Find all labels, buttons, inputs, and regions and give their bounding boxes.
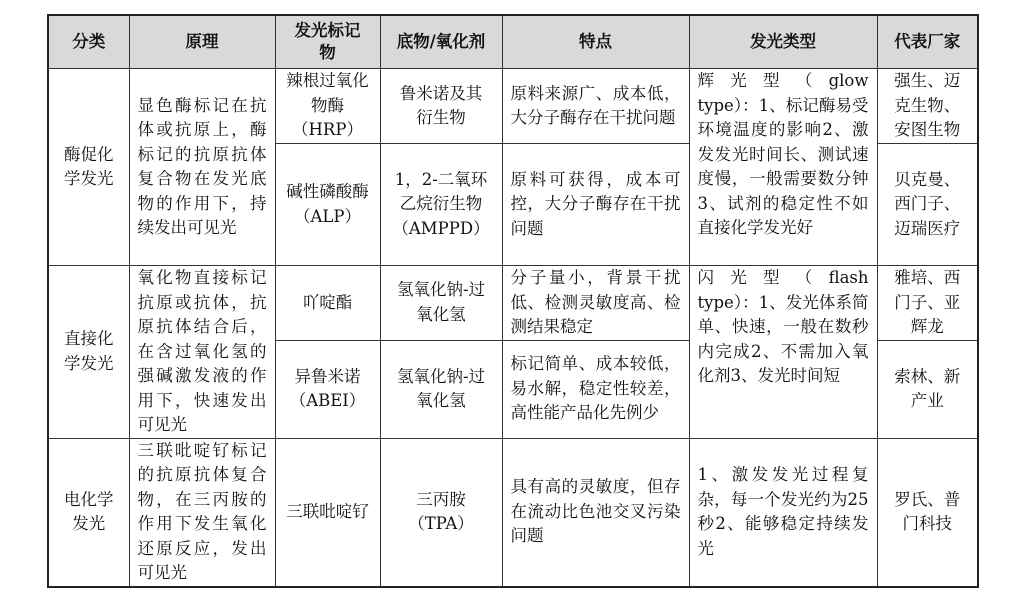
vendors-cell: 强生、迈克生物、安图生物 — [877, 69, 978, 144]
substrate-cell: 氢氧化钠-过氧化氢 — [380, 266, 502, 341]
header-row — [48, 15, 978, 69]
header-features: 特点 — [502, 15, 689, 69]
vendors-cell: 索林、新产业 — [877, 340, 978, 438]
category-cell: 电化学发光 — [48, 438, 129, 587]
light-type-cell: 1、激发发光过程复杂，每一个发光约为25秒2、能够稳定持续发光 — [689, 438, 877, 587]
header-marker: 发光标记物 — [275, 15, 380, 69]
marker-cell: 异鲁米诺（ABEI） — [275, 340, 380, 438]
header-principle: 原理 — [129, 15, 275, 69]
light-type-text: 闪光型（flash type）：1、发光体系简单、快速，一般在数秒内完成2、不需加入氧化剂3、发光时间短 — [697, 268, 869, 385]
header-category: 分类 — [48, 15, 129, 69]
vendors-cell: 雅培、西门子、亚辉龙 — [877, 266, 978, 341]
vendors-cell: 贝克曼、西门子、迈瑞医疗 — [877, 144, 978, 266]
marker-cell: 吖啶酯 — [275, 266, 380, 341]
principle-cell: 氧化物直接标记抗原或抗体，抗原抗体结合后，在含过氧化氢的强碱激发液的作用下，快速发出可见光 — [129, 266, 275, 439]
substrate-cell: 氢氧化钠-过氧化氢 — [380, 340, 502, 438]
table-row — [48, 266, 978, 341]
light-type-text: 辉光型（glow type）：1、标记酶易受环境温度的影响2、激发发光时间长、测试速度慢，一般需要数分钟3、试剂的稳定性不如直接化学发光好 — [697, 71, 869, 237]
substrate-cell: 三丙胺（TPA） — [380, 438, 502, 587]
category-cell: 酶促化学发光 — [48, 69, 129, 266]
features-cell: 具有高的灵敏度，但存在流动比色池交叉污染问题 — [502, 438, 689, 587]
header-light-type: 发光类型 — [689, 15, 877, 69]
marker-cell: 碱性磷酸酶（ALP） — [275, 144, 380, 266]
features-cell: 标记简单、成本较低，易水解，稳定性较差，高性能产品化先例少 — [502, 340, 689, 438]
light-type-cell — [689, 69, 877, 266]
features-cell: 原料来源广、成本低，大分子酶存在干扰问题 — [502, 69, 689, 144]
features-cell: 原料可获得，成本可控，大分子酶存在干扰问题 — [502, 144, 689, 266]
vendors-cell: 罗氏、普门科技 — [877, 438, 978, 587]
table-row — [48, 438, 978, 587]
table-row — [48, 69, 978, 144]
header-substrate: 底物/氧化剂 — [380, 15, 502, 69]
substrate-cell: 鲁米诺及其衍生物 — [380, 69, 502, 144]
category-cell: 直接化学发光 — [48, 266, 129, 439]
principle-cell: 显色酶标记在抗体或抗原上，酶标记的抗原抗体复合物在发光底物的作用下，持续发出可见光 — [129, 69, 275, 266]
substrate-cell: 1，2-二氧环乙烷衍生物（AMPPD） — [380, 144, 502, 266]
marker-cell: 三联吡啶钌 — [275, 438, 380, 587]
marker-cell: 辣根过氧化物酶（HRP） — [275, 69, 380, 144]
header-vendors: 代表厂家 — [877, 15, 978, 69]
features-cell: 分子量小，背景干扰低、检测灵敏度高、检测结果稳定 — [502, 266, 689, 341]
comparison-table — [47, 14, 979, 588]
principle-cell: 三联吡啶钌标记的抗原抗体复合物，在三丙胺的作用下发生氧化还原反应，发出可见光 — [129, 438, 275, 587]
light-type-cell — [689, 266, 877, 439]
